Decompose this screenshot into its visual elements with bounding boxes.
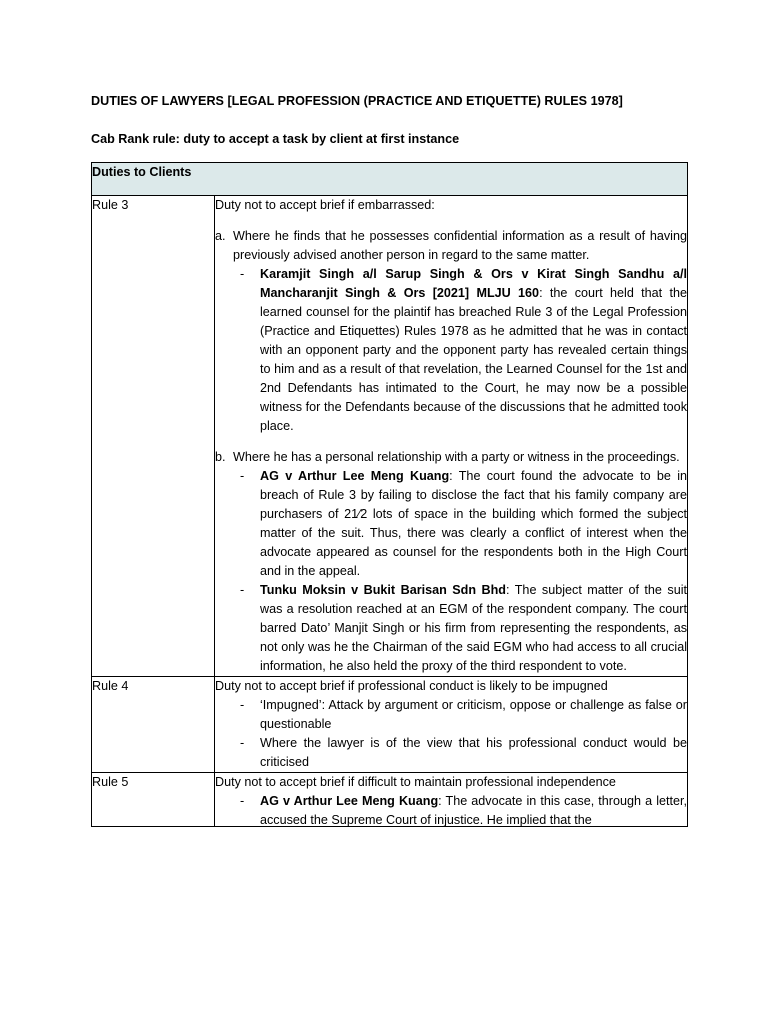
duties-table <box>91 162 688 827</box>
table-row <box>92 196 688 677</box>
table-header-row <box>92 163 688 196</box>
page-title: DUTIES OF LAWYERS [LEGAL PROFESSION (PRACTICE AND ETIQUETTE) RULES 1978] <box>91 94 623 108</box>
rule-label: Rule 4 <box>92 677 215 773</box>
dash-marker: - <box>240 469 245 483</box>
case-name: AG v Arthur Lee Meng Kuang <box>260 469 450 483</box>
rule-content <box>215 773 688 827</box>
dash-marker: - <box>240 794 245 808</box>
table-header: Duties to Clients <box>92 163 688 196</box>
list-marker: b. <box>215 450 226 464</box>
list-item-text: Where he finds that he possesses confidential information as a result of having previously advised another person in regard to the same matter. <box>233 229 687 262</box>
case-text: : The subject matter of the suit was a resolution reached at an EGM of the respondent company. The court barred Dato’ Manjit Singh or his firm from representing the respondents, as not only was he the Chairman of the said EGM who had access to all crucial information, he also held the proxy of the third respondent to vote. <box>260 583 687 673</box>
bullet-item <box>215 696 687 734</box>
rule-label: Rule 5 <box>92 773 215 827</box>
rule-lead: Duty not to accept brief if professional conduct is likely to be impugned <box>215 679 608 693</box>
case-name: Tunku Moksin v Bukit Barisan Sdn Bhd <box>260 583 506 597</box>
case-entry <box>215 265 687 436</box>
rule-lead: Duty not to accept brief if embarrassed: <box>215 198 435 212</box>
case-text: : The court found the advocate to be in breach of Rule 3 by failing to disclose the fact that his family company are purchasers of 21⁄2 lots of space in the building which formed the subject matter of the suit. Thus, there was clearly a conflict of interest when the advocate appeared as counsel for the respondents both in the High Court and in the appeal. <box>260 469 687 578</box>
bullet-text: Where the lawyer is of the view that his professional conduct would be criticised <box>260 736 687 769</box>
case-entry <box>215 581 687 676</box>
rule-content <box>215 196 688 677</box>
rule-lead: Duty not to accept brief if difficult to maintain professional independence <box>215 775 616 789</box>
case-name: AG v Arthur Lee Meng Kuang <box>260 794 439 808</box>
case-entry <box>215 792 687 826</box>
case-name: Karamjit Singh a/l Sarup Singh & Ors v Kirat Singh Sandhu a/l Mancharanjit Singh & Ors [2021] MLJU 160 <box>260 267 687 300</box>
table-row <box>92 773 688 827</box>
list-marker: a. <box>215 229 226 243</box>
table-row <box>92 677 688 773</box>
case-text: : the court held that the learned counsel for the plaintif has breached Rule 3 of the Legal Profession (Practice and Etiquettes) Rules 1978 as he admitted that he was in contact with an opponent party and the opponent party has revealed certain things to him and as a result of that revelation, the Learned Counsel for the 1st and 2nd Defendants has intimated to the Court, he may now be a possible witness for the Defendants because of the discussions that he admitted took place. <box>260 286 687 433</box>
dash-marker: - <box>240 736 245 750</box>
dash-marker: - <box>240 267 245 281</box>
rule-content <box>215 677 688 773</box>
case-entry <box>215 467 687 581</box>
bullet-text: ‘Impugned’: Attack by argument or criticism, oppose or challenge as false or questionable <box>260 698 687 731</box>
dash-marker: - <box>240 583 245 597</box>
list-item <box>215 448 687 467</box>
dash-marker: - <box>240 698 245 712</box>
case-text: : The advocate in this case, through a letter, accused the Supreme Court of injustice. He implied that the <box>260 794 687 826</box>
list-item <box>215 227 687 265</box>
page-subtitle: Cab Rank rule: duty to accept a task by client at first instance <box>91 132 460 146</box>
list-item-text: Where he has a personal relationship with a party or witness in the proceedings. <box>233 450 680 464</box>
bullet-item <box>215 734 687 772</box>
rule-label: Rule 3 <box>92 196 215 677</box>
